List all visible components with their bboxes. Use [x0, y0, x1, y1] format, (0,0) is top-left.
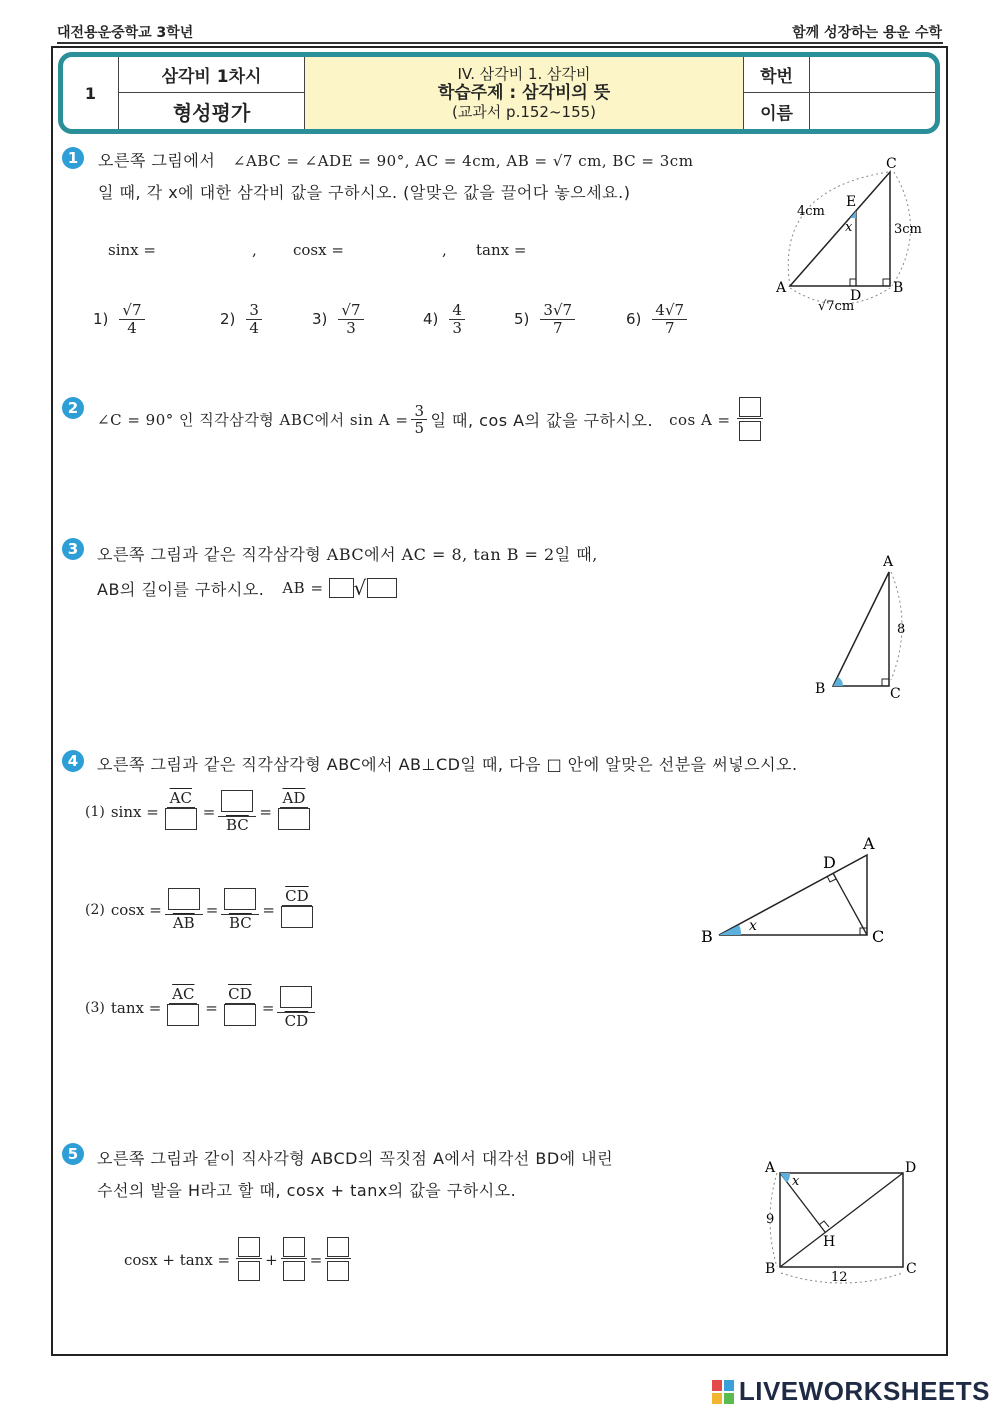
- q4-label-a: A: [863, 834, 875, 853]
- q4-label-x: x: [749, 918, 757, 934]
- q5-frac1-den[interactable]: [238, 1261, 260, 1281]
- q4-p1-den2: $\overline{BC}$: [225, 815, 249, 834]
- q4-label-c: C: [872, 927, 885, 946]
- q4-p2-den3-box[interactable]: [281, 906, 313, 928]
- q1-tan-dropzone[interactable]: [536, 236, 606, 264]
- q4-p1-num1: $\overline{AC}$: [167, 790, 195, 808]
- q5-plus: +: [265, 1250, 278, 1269]
- q4-label-b: B: [701, 927, 713, 946]
- q4-p3-num1: $\overline{AC}$: [169, 986, 197, 1004]
- q5-result-den[interactable]: [327, 1261, 349, 1281]
- q5-frac2-num[interactable]: [283, 1237, 305, 1257]
- q4-p3-eq2: =: [261, 998, 275, 1017]
- liveworksheets-logo-icon: [711, 1379, 735, 1405]
- q4-p2-den2: $\overline{BC}$: [228, 913, 252, 932]
- choice-2-den: 4: [249, 318, 259, 337]
- choice-3-num: √7: [338, 302, 363, 320]
- q5-label-side: 9: [766, 1212, 775, 1227]
- question-1-number: 1: [62, 147, 84, 169]
- q3-triangle-abc: [833, 572, 889, 686]
- name-field[interactable]: [809, 93, 939, 129]
- q5-rectangle-figure: [755, 1155, 930, 1290]
- q4-line: 오른쪽 그림과 같은 직각삼각형 ABC에서 AB⊥CD일 때, 다음 □ 안에 알맞은 선분을 써넣으시오.: [97, 755, 798, 774]
- q4-p2-lhs: cosx =: [110, 900, 162, 919]
- q1-line1: [98, 148, 693, 171]
- unit-title: IV. 삼각비 1. 삼각비: [457, 64, 591, 83]
- name-label: 이름: [760, 103, 793, 124]
- q4-p1-num2-box[interactable]: [221, 790, 253, 812]
- q1-line1-prefix: 오른쪽 그림에서: [98, 151, 216, 170]
- q3-label-b: B: [815, 681, 826, 697]
- q3-label-side: 8: [897, 622, 906, 637]
- q3-line2-text: AB의 길이를 구하시오.: [97, 579, 265, 599]
- q2-answer-label: cos A =: [669, 410, 731, 429]
- class-number-label: 학번: [744, 57, 809, 93]
- q3-sqrt-sign: √: [353, 576, 367, 600]
- q1-right-angle-d: [850, 279, 856, 286]
- q2-answer-denominator[interactable]: [739, 421, 761, 441]
- question-3-number: 3: [62, 538, 84, 560]
- q3-answer-radicand[interactable]: [367, 578, 397, 598]
- choice-6-num: 4√7: [652, 302, 687, 320]
- q3-line1: 오른쪽 그림과 같은 직각삼각형 ABC에서 AC = 8, tan B = 2일 때,: [97, 545, 598, 564]
- q5-label-h: H: [823, 1234, 836, 1250]
- class-number-field[interactable]: [809, 57, 939, 93]
- q1-cos-label: cosx =: [293, 241, 344, 259]
- slogan: 함께 성장하는 용운 수학: [792, 25, 942, 41]
- worksheet-number: 1: [84, 83, 97, 103]
- q1-comma-2: ,: [442, 241, 447, 259]
- q1-label-bc: 3cm: [894, 222, 922, 237]
- choice-3-den: 3: [346, 318, 356, 337]
- choice-3-label: 3): [312, 310, 328, 328]
- q1-line2: 일 때, 각 x에 대한 삼각비 값을 구하시오. (알맞은 값을 끌어다 놓으세요.): [98, 183, 631, 202]
- choice-4-label: 4): [423, 310, 439, 328]
- q3-answer-coefficient[interactable]: [329, 578, 354, 598]
- q4-p3-den3: $\overline{CD}$: [284, 1011, 309, 1030]
- q5-label-x: x: [792, 1174, 800, 1189]
- q4-p3-lhs: tanx =: [110, 998, 162, 1017]
- q5-result-num[interactable]: [327, 1237, 349, 1257]
- q4-p2-eq2: =: [262, 900, 275, 919]
- choice-5-den: 7: [552, 318, 563, 337]
- liveworksheets-logo: [711, 1376, 990, 1407]
- q4-p1-den1-box[interactable]: [165, 808, 197, 830]
- q5-answer-row: [124, 1236, 354, 1283]
- choice-5[interactable]: [514, 302, 578, 336]
- choice-3[interactable]: [312, 302, 367, 336]
- q1-label-e: E: [846, 194, 857, 210]
- choice-1[interactable]: [93, 302, 148, 336]
- q3-answer-label: AB =: [282, 579, 324, 597]
- q1-comma-1: ,: [252, 241, 257, 259]
- q1-label-d: D: [850, 288, 862, 304]
- q1-sin-label: sinx =: [108, 241, 156, 259]
- liveworksheets-brand: LIVEWORKSHEETS: [738, 1376, 990, 1406]
- question-2-number: 2: [62, 397, 84, 419]
- choice-5-label: 5): [514, 310, 530, 328]
- q3-label-c: C: [890, 686, 901, 702]
- q4-p2-num3: $\overline{CD}$: [282, 888, 312, 906]
- choice-1-den: 4: [127, 318, 137, 337]
- choice-2-num: 3: [246, 302, 262, 320]
- q4-p1-label: (1): [85, 803, 105, 820]
- q4-p1-eq1: =: [202, 802, 216, 821]
- q1-sin-dropzone[interactable]: [168, 236, 238, 264]
- q4-p3-eq1: =: [205, 998, 218, 1017]
- q4-p3-num3-box[interactable]: [280, 986, 312, 1008]
- topic-title: 학습주제 : 삼각비의 뜻: [437, 82, 611, 103]
- q4-part2: [85, 888, 319, 931]
- q5-angle-x-mark: [780, 1173, 790, 1182]
- q3-line2: [97, 576, 397, 600]
- q2-frac-num: 3: [411, 403, 427, 421]
- choice-4-num: 4: [449, 302, 465, 320]
- q1-label-a: A: [776, 280, 787, 296]
- choice-6-label: 6): [626, 310, 642, 328]
- q5-label-a: A: [765, 1160, 776, 1176]
- q5-label-d: D: [905, 1160, 917, 1176]
- header-divider: [57, 42, 943, 44]
- q4-p2-eq1: =: [205, 900, 219, 919]
- q5-eq: =: [309, 1250, 323, 1269]
- q1-conditions: ∠ABC = ∠ADE = 90°, AC = 4cm, AB = √7 cm, BC = 3cm: [232, 152, 694, 170]
- q1-triangle-abc: [790, 172, 890, 286]
- q3-triangle-figure: [805, 550, 925, 705]
- choice-6-den: 7: [664, 318, 675, 337]
- q4-p1-den3-box[interactable]: [278, 808, 310, 830]
- q4-triangle-figure: [695, 830, 895, 950]
- q2-text-a: ∠C = 90° 인 직각삼각형 ABC에서 sin A =: [97, 411, 409, 429]
- q1-right-angle-b: [883, 279, 890, 286]
- choice-4[interactable]: [423, 302, 468, 336]
- q2-frac-den: 5: [414, 419, 425, 437]
- q2-answer-numerator[interactable]: [739, 397, 761, 417]
- choice-2-label: 2): [220, 310, 236, 328]
- q1-label-ab: √7cm: [818, 299, 855, 314]
- q5-label-b: B: [765, 1261, 776, 1277]
- q4-part1: [85, 790, 316, 833]
- q5-label-c: C: [906, 1261, 917, 1277]
- q5-line2: 수선의 발을 H라고 할 때, cosx + tanx의 값을 구하시오.: [97, 1181, 517, 1200]
- q4-segment-cd: [833, 873, 867, 935]
- choice-1-label: 1): [93, 310, 109, 328]
- q5-frac1-num[interactable]: [238, 1237, 260, 1257]
- q5-frac2-den[interactable]: [283, 1261, 305, 1281]
- q3-label-a: A: [883, 554, 894, 570]
- q2-line: [97, 396, 766, 443]
- q5-answer-label: cosx + tanx =: [124, 1250, 231, 1269]
- q4-p1-num3: $\overline{AD}$: [280, 790, 309, 808]
- school-name: 대전용운중학교 3학년: [57, 25, 194, 41]
- q1-label-x: x: [845, 220, 853, 235]
- q4-p2-num2-box[interactable]: [224, 888, 256, 910]
- assessment-label: 형성평가: [118, 93, 304, 129]
- choice-6[interactable]: [626, 302, 690, 336]
- q4-p3-num2: $\overline{CD}$: [225, 986, 255, 1004]
- q4-p2-den1: $\overline{AB}$: [172, 913, 195, 932]
- q4-p1-eq2: =: [259, 802, 272, 821]
- choice-5-num: 3√7: [540, 302, 575, 320]
- q1-label-c: C: [886, 156, 897, 172]
- q5-label-bottom: 12: [831, 1270, 848, 1285]
- q2-text-b: 일 때, cos A의 값을 구하시오.: [430, 411, 654, 430]
- q4-p3-den1-box[interactable]: [167, 1004, 199, 1026]
- lesson-label: 삼각비 1차시: [118, 57, 304, 93]
- q4-p2-num1-box[interactable]: [168, 888, 200, 910]
- q5-segment-ah: [780, 1173, 825, 1232]
- q4-p2-label: (2): [85, 901, 105, 918]
- topic-panel: [304, 57, 744, 129]
- q1-label-ac: 4cm: [797, 204, 825, 219]
- title-box: [58, 52, 940, 134]
- choice-1-num: √7: [119, 302, 144, 320]
- q4-label-d: D: [823, 853, 836, 872]
- question-4-number: 4: [62, 750, 84, 772]
- q4-angle-x-mark: [719, 925, 741, 935]
- choice-2[interactable]: [220, 302, 265, 336]
- q4-p1-lhs: sinx =: [110, 802, 159, 821]
- q4-p3-label: (3): [85, 999, 105, 1016]
- q1-label-b: B: [893, 280, 904, 296]
- q4-part3: [85, 986, 318, 1029]
- textbook-pages: (교과서 p.152~155): [451, 102, 597, 121]
- q1-triangle-figure: [770, 150, 940, 320]
- question-5-number: 5: [62, 1143, 84, 1165]
- q1-cos-dropzone[interactable]: [355, 236, 425, 264]
- q4-p3-den2-box[interactable]: [224, 1004, 256, 1026]
- choice-4-den: 3: [452, 318, 462, 337]
- q1-arc-ac: [788, 172, 888, 286]
- q1-tan-label: tanx =: [476, 241, 527, 259]
- q5-line1: 오른쪽 그림과 같이 직사각형 ABCD의 꼭짓점 A에서 대각선 BD에 내린: [97, 1149, 614, 1168]
- q3-right-angle-c: [882, 679, 889, 686]
